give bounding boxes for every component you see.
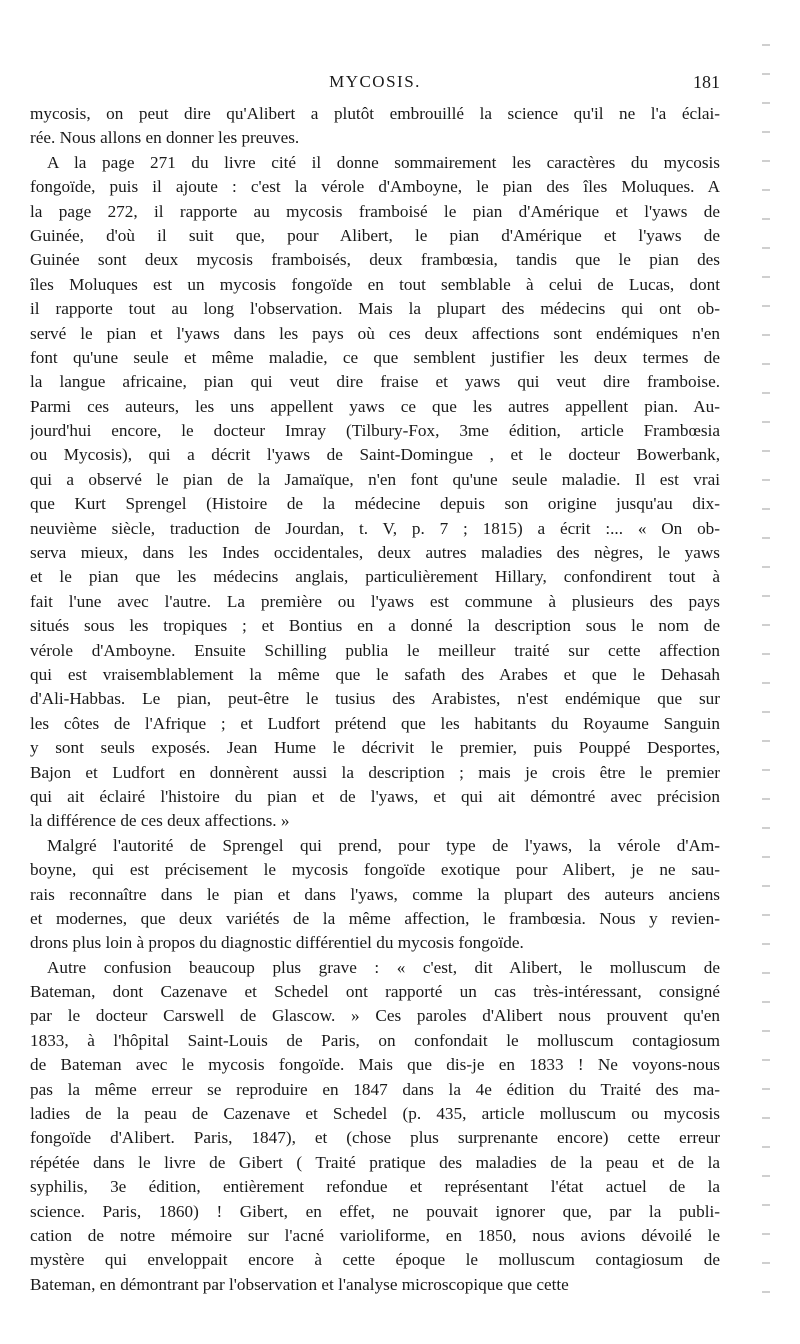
text-line: vérole d'Amboyne. Ensuite Schilling publia le meilleur traité sur cette affection <box>30 640 720 660</box>
text-line: syphilis, 3e édition, entièrement refondue et représentant l'état actuel de la <box>30 1177 720 1197</box>
text-line: fait l'une avec l'autre. La première ou l'yaws est commune à plusieurs des pays <box>30 591 720 611</box>
text-line: par le docteur Carswell de Glascow. » Ces paroles d'Alibert nous prouvent qu'en <box>30 1006 720 1026</box>
text-line: situés sous les tropiques ; et Bontius en a donné la description sous le nom de <box>30 616 720 636</box>
text-line: cation de notre mémoire sur l'acné varioliforme, en 1850, nous avions dévoilé le <box>30 1225 720 1245</box>
text-line: Bateman, dont Cazenave et Schedel ont rapporté un cas très-intéressant, consigné <box>30 982 720 1002</box>
scan-margin-marks <box>762 30 770 1320</box>
text-line: drons plus loin à propos du diagnostic différentiel du mycosis fongoïde. <box>30 933 524 953</box>
page-header <box>30 72 720 98</box>
text-line: boyne, qui est précisement le mycosis fongoïde exotique pour Alibert, je ne sau- <box>30 860 720 880</box>
text-line: qui est vraisemblablement la même que le safath des Arabes et que le Dehasah <box>30 664 720 684</box>
text-line: les côtes de l'Afrique ; et Ludfort prétend que les habitants du Royaume Sanguin <box>30 713 720 733</box>
text-line: de Bateman avec le mycosis fongoïde. Mais que dis-je en 1833 ! Ne voyons-nous <box>30 1055 720 1075</box>
text-line: Parmi ces auteurs, les uns appellent yaws ce que les autres appellent pian. Au- <box>30 396 720 416</box>
text-line: serva mieux, dans les Indes occidentales, deux autres maladies des nègres, le yaws <box>30 543 720 563</box>
text-line: 1833, à l'hôpital Saint-Louis de Paris, on confondait le molluscum contagiosum <box>30 1030 720 1050</box>
text-line: ou Mycosis), qui a décrit l'yaws de Saint-Domingue , et le docteur Bowerbank, <box>30 445 720 465</box>
text-line: rée. Nous allons en donner les preuves. <box>30 128 300 148</box>
page-number: 181 <box>693 72 720 92</box>
text-line: science. Paris, 1860) ! Gibert, en effet, ne pouvait ignorer que, par la publi- <box>30 1201 720 1221</box>
text-line: font qu'une seule et même maladie, ce que semblent justifier les deux termes de <box>30 347 720 367</box>
text-line: rais reconnaître dans le pian et dans l'yaws, comme la plupart des auteurs anciens <box>30 884 720 904</box>
text-line: Autre confusion beaucoup plus grave : « c'est, dit Alibert, le molluscum de <box>47 957 720 977</box>
text-line: que Kurt Sprengel (Histoire de la médecine depuis son origine jusqu'au dix- <box>30 494 720 514</box>
text-line: qui ait éclairé l'histoire du pian et de l'yaws, et qui ait démontré avec précision <box>30 786 720 806</box>
text-line: la différence de ces deux affections. » <box>30 811 290 831</box>
text-line: Malgré l'autorité de Sprengel qui prend, pour type de l'yaws, la vérole d'Am- <box>47 835 720 855</box>
text-line: ladies de la peau de Cazenave et Schedel (p. 435, article molluscum ou mycosis <box>30 1104 720 1124</box>
text-line: neuvième siècle, traduction de Jourdan, t. V, p. 7 ; 1815) a écrit :... « On ob- <box>30 518 720 538</box>
text-line: mystère qui enveloppait encore à cette époque le molluscum contagiosum de <box>30 1250 720 1270</box>
text-line: d'Ali-Habbas. Le pian, peut-être le tusius des Arabistes, n'est endémique que sur <box>30 689 720 709</box>
text-line: et le pian que les médecins anglais, particulièrement Hillary, confondirent tout à <box>30 567 720 587</box>
body-text <box>30 102 720 1297</box>
text-line: Guinée, d'où il suit que, pour Alibert, le pian d'Amérique et l'yaws de <box>30 225 720 245</box>
text-line: qui a observé le pian de la Jamaïque, n'en font qu'une seule maladie. Il est vrai <box>30 469 720 489</box>
text-line: pas la même erreur se reproduire en 1847 dans la 4e édition du Traité des ma- <box>30 1079 720 1099</box>
text-line: fongoïde, puis il ajoute : c'est la vérole d'Amboyne, le pian des îles Moluques. A <box>30 177 720 197</box>
text-line: Bateman, en démontrant par l'observation et l'analyse microscopique que cette <box>30 1274 569 1294</box>
text-line: répétée dans le livre de Gibert ( Traité pratique des maladies de la peau et de la <box>30 1152 720 1172</box>
text-line: il rapporte tout au long l'observation. Mais la plupart des médecins qui ont ob- <box>30 299 720 319</box>
text-line: Bajon et Ludfort en donnèrent aussi la description ; mais je crois être le premier <box>30 762 720 782</box>
text-line: A la page 271 du livre cité il donne sommairement les caractères du mycosis <box>47 152 720 172</box>
text-line: la langue africaine, pian qui veut dire fraise et yaws qui veut dire framboise. <box>30 372 720 392</box>
text-line: mycosis, on peut dire qu'Alibert a plutôt embrouillé la science qu'il ne l'a éclai- <box>30 104 720 123</box>
text-line: la page 272, il rapporte au mycosis framboisé le pian d'Amérique et l'yaws de <box>30 201 720 221</box>
text-line: îles Moluques est un mycosis fongoïde en tout semblable à celui de Lucas, dont <box>30 274 720 294</box>
text-line: Guinée sont deux mycosis framboisés, deux frambœsia, tandis que le pian des <box>30 250 720 270</box>
text-line: servé le pian et l'yaws dans les pays où ces deux affections sont endémiques n'en <box>30 323 720 343</box>
text-line: et modernes, que deux variétés de la même affection, le frambœsia. Nous y revien- <box>30 908 720 928</box>
text-line: y sont seuls exposés. Jean Hume le décrivit le premier, puis Pouppé Desportes, <box>30 738 720 758</box>
running-title: MYCOSIS. <box>329 72 421 91</box>
text-line: jourd'hui encore, le docteur Imray (Tilbury-Fox, 3me édition, article Frambœsia <box>30 421 720 441</box>
text-line: fongoïde d'Alibert. Paris, 1847), et (chose plus surprenante encore) cette erreur <box>30 1128 720 1148</box>
